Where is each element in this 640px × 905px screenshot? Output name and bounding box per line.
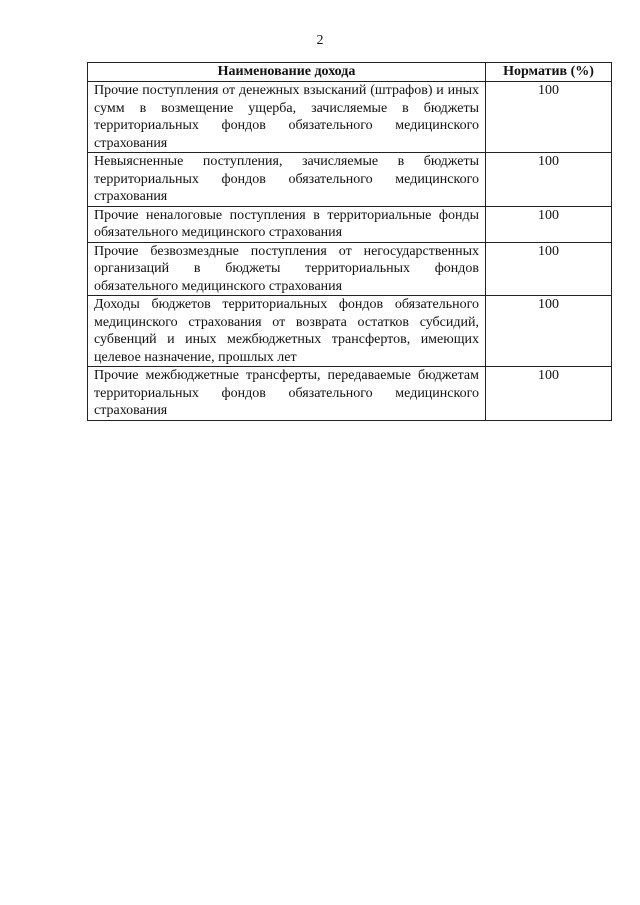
- norm-value-cell: 100: [486, 153, 612, 207]
- header-norm-percent: Норматив (%): [486, 63, 612, 82]
- income-norms-table: [87, 62, 612, 421]
- norm-value-cell: 100: [486, 296, 612, 367]
- header-income-name: Наименование дохода: [88, 63, 486, 82]
- income-name-cell: Невыясненные поступления, зачисляемые в бюджеты территориальных фондов обязательного медицинского страхования: [88, 153, 486, 207]
- income-name-cell: Прочие межбюджетные трансферты, передаваемые бюджетам территориальных фондов обязательного медицинского страхования: [88, 367, 486, 421]
- page-number: 2: [316, 33, 324, 48]
- norm-value-cell: 100: [486, 82, 612, 153]
- table-header-row: [88, 63, 612, 82]
- table-row: [88, 206, 612, 242]
- table-row: [88, 242, 612, 296]
- norm-value-cell: 100: [486, 367, 612, 421]
- income-name-cell: Прочие неналоговые поступления в территориальные фонды обязательного медицинского страхования: [88, 206, 486, 242]
- income-name-cell: Прочие безвозмездные поступления от негосударственных организаций в бюджеты территориальных фондов обязательного медицинского страхования: [88, 242, 486, 296]
- table-row: [88, 82, 612, 153]
- income-name-cell: Доходы бюджетов территориальных фондов обязательного медицинского страхования от возврата остатков субсидий, субвенций и иных межбюджетных трансфертов, имеющих целевое назначение, прошлых лет: [88, 296, 486, 367]
- norm-value-cell: 100: [486, 206, 612, 242]
- norm-value-cell: 100: [486, 242, 612, 296]
- table-row: [88, 367, 612, 421]
- table-row: [88, 153, 612, 207]
- table-row: [88, 296, 612, 367]
- income-name-cell: Прочие поступления от денежных взысканий (штрафов) и иных сумм в возмещение ущерба, зачисляемые в бюджеты территориальных фондов обязательного медицинского страхования: [88, 82, 486, 153]
